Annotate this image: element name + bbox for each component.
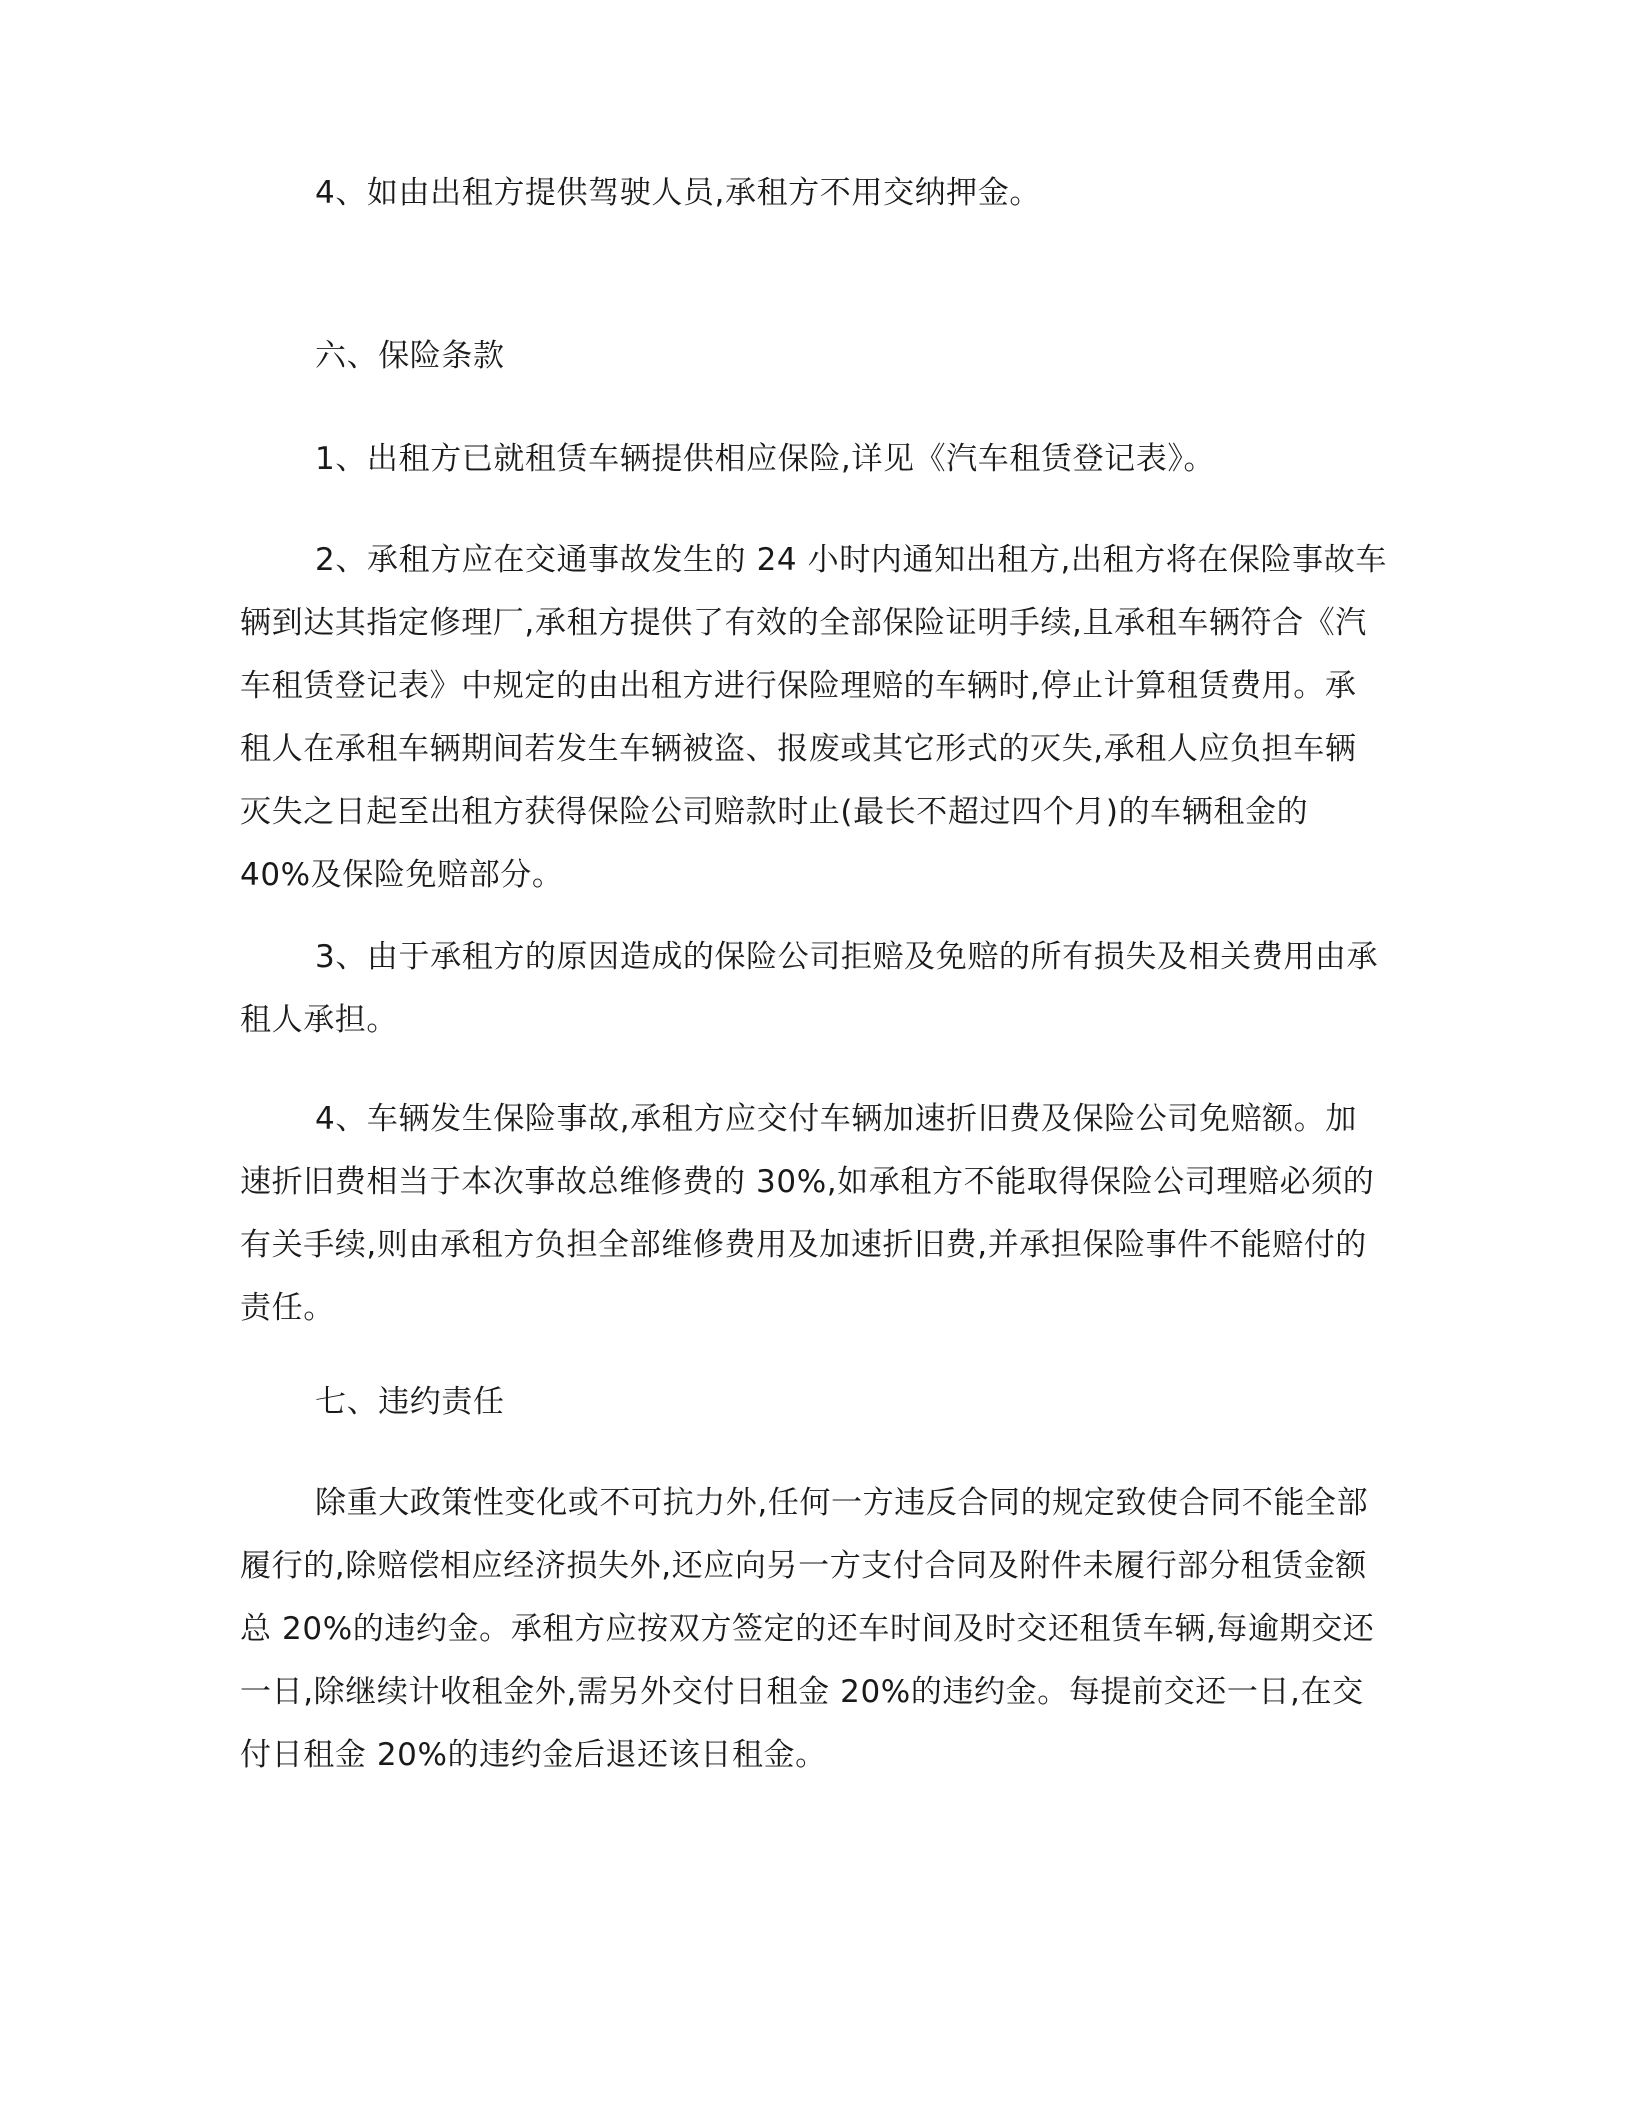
paragraph-insurance-2 (240, 529, 1387, 907)
text-line: 1、出租方已就租赁车辆提供相应保险,详见《汽车租赁登记表》。 (315, 441, 1216, 477)
text-line: 六、保险条款 (315, 338, 505, 374)
paragraph-insurance-1 (240, 428, 1380, 491)
text-line: 40%及保险免赔部分。 (240, 857, 564, 893)
text-line: 履行的,除赔偿相应经济损失外,还应向另一方支付合同及附件未履行部分租赁金额 (240, 1548, 1367, 1584)
text-line: 有关手续,则由承租方负担全部维修费用及加速折旧费,并承担保险事件不能赔付的 (240, 1227, 1367, 1263)
paragraph-insurance-3 (240, 926, 1380, 1052)
text-line: 4、车辆发生保险事故,承租方应交付车辆加速折旧费及保险公司免赔额。加 (315, 1101, 1357, 1137)
text-line: 除重大政策性变化或不可抗力外,任何一方违反合同的规定致使合同不能全部 (315, 1485, 1369, 1521)
text-line: 租人承担。 (240, 1002, 398, 1038)
paragraph-liability-1 (240, 1472, 1380, 1787)
section-heading-liability (240, 1371, 1380, 1434)
text-line: 车租赁登记表》中规定的由出租方进行保险理赔的车辆时,停止计算租赁费用。承 (240, 668, 1357, 704)
text-line: 责任。 (240, 1290, 335, 1326)
paragraph-deposit-4 (240, 162, 1380, 225)
paragraph-insurance-4 (240, 1088, 1380, 1340)
text-line: 租人在承租车辆期间若发生车辆被盗、报废或其它形式的灭失,承租人应负担车辆 (240, 731, 1357, 767)
text-line: 付日租金 20%的违约金后退还该日租金。 (240, 1737, 827, 1773)
section-heading-insurance (240, 325, 1380, 388)
text-line: 4、如由出租方提供驾驶人员,承租方不用交纳押金。 (315, 175, 1041, 211)
text-line: 辆到达其指定修理厂,承租方提供了有效的全部保险证明手续,且承租车辆符合《汽 (240, 605, 1367, 641)
text-line: 总 20%的违约金。承租方应按双方签定的还车时间及时交还租赁车辆,每逾期交还 (240, 1611, 1375, 1647)
text-line: 3、由于承租方的原因造成的保险公司拒赔及免赔的所有损失及相关费用由承 (315, 939, 1379, 975)
text-line: 速折旧费相当于本次事故总维修费的 30%,如承租方不能取得保险公司理赔必须的 (240, 1164, 1375, 1200)
text-line: 七、违约责任 (315, 1384, 505, 1420)
text-line: 2、承租方应在交通事故发生的 24 小时内通知出租方,出租方将在保险事故车 (315, 542, 1387, 578)
text-line: 灭失之日起至出租方获得保险公司赔款时止(最长不超过四个月)的车辆租金的 (240, 794, 1309, 830)
text-line: 一日,除继续计收租金外,需另外交付日租金 20%的违约金。每提前交还一日,在交 (240, 1674, 1364, 1710)
